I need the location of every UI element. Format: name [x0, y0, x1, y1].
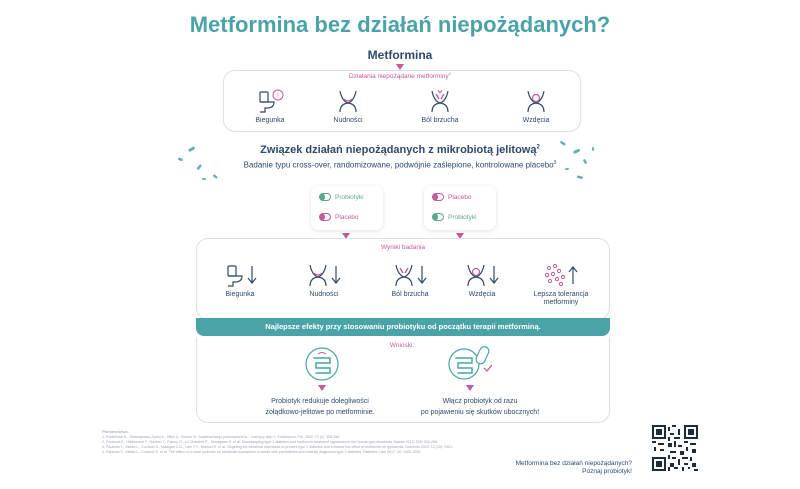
arm-left-step-2: Placebo [319, 213, 359, 221]
results-label: Wyniki badania [370, 244, 436, 251]
abdomen-pain-down-icon [390, 262, 430, 288]
side-effects-label: Działania niepożądane metforminy$^1$ [0, 71, 800, 80]
bloating-down-icon [462, 262, 502, 288]
side-effect-bloating: Wzdęcia [506, 88, 566, 124]
conclusion-right: Włącz probiotyk od razu po pojawieniu się skutków ubocznych! [420, 398, 540, 416]
result-tolerance: Lepsza tolerancja metforminy [528, 262, 594, 307]
arm-left-step-1: Probiotyki [319, 193, 364, 201]
metformin-label: Metformina [367, 48, 433, 62]
result-nausea: Nudności [294, 262, 354, 298]
side-effect-abdominal-pain: Ból brzucha [410, 88, 470, 124]
intestine-probiotic-icon [448, 342, 494, 382]
side-effect-nausea: Nudności [318, 88, 378, 124]
study-arm-left [311, 186, 383, 230]
cta-text: Metformina bez działań niepożądanych? Poznaj probiotyk! [515, 460, 632, 475]
references-list [102, 435, 512, 455]
placebo-capsule-icon [432, 193, 444, 201]
conclusions-label: Wnioski: [376, 342, 428, 349]
qr-code[interactable] [652, 425, 698, 471]
study-heading: Związek działań niepożądanych z mikrobiotą jelitową$^2$ [260, 144, 540, 156]
study-subheading: Badanie typu cross-over, randomizowane, podwójnie zaślepione, kontrolowane placebo$^3$ [243, 160, 557, 170]
reference-item: 1. Rudzińska K., Okruszyńska-Zyśko A., Hilke A., Klemm M. Suplementacja probiotykami w... cukrzycy typu 2. Endokrynol. Pol. 2022; 73 (2): 355-366. [102, 435, 341, 439]
page-title: Metformina bez działań niepożądanych? [189, 12, 611, 37]
arm-right-step-2: Probiotyki [432, 213, 477, 221]
probiotic-capsule-icon [319, 193, 331, 201]
side-effect-diarrhea: ! Biegunka [240, 88, 300, 124]
down-arrow-icon [318, 385, 326, 391]
stomach-down-icon [304, 262, 344, 288]
bloating-icon [520, 88, 552, 114]
intestine-icon [304, 346, 340, 382]
reference-item: 3. Palacios T., Vitetta L., Coulson S., Madigan C.D., Lam Y.Y., Manuel R. et al. Targeting the intestinal microbiota to prevent type 2 diabetes and enhance the effect of metformin on glycaemia. Nutrients 2020; 12 (10): 2901. [102, 445, 454, 449]
abdomen-pain-icon [424, 88, 456, 114]
reference-item: 2. Forslund K., Hildebrand F., Nielsen T., Falony G., Le Chatelier E., Sunagawa S. et al. Disentangling type 2 diabetes and metformin treatment signatures in the human gut microbiota. Nature 2015; 528: 262-266. [102, 440, 438, 444]
placebo-capsule-icon [319, 213, 331, 221]
probiotic-capsule-icon [432, 213, 444, 221]
tolerance-up-icon [541, 262, 581, 288]
toilet-icon [254, 88, 286, 114]
arm-right-step-1: Placebo [432, 193, 472, 201]
conclusion-left: Probiotyk redukuje dolegliwości żołądkowo-jelitowe po metforminie. [265, 398, 375, 416]
stomach-icon [332, 88, 364, 114]
reference-item: 4. Palacios T., Vitetta L., Coulson S. et al. The effect of a novel probiotic on metabolic biomarkers in adults with prediabetes and recently diagnosed type 2 diabetes. Diabetes Care 2017; 40: 1000-1008. [102, 450, 422, 454]
toilet-down-icon [220, 262, 260, 288]
down-arrow-icon [466, 385, 474, 391]
results-banner: Najlepsze efekty przy stosowaniu probiotyku od początku terapii metforminą. [196, 318, 610, 336]
result-bloating: Wzdęcia [452, 262, 512, 298]
result-diarrhea: Biegunka [210, 262, 270, 298]
svg-text:!: ! [277, 93, 279, 100]
study-arm-right [424, 186, 496, 230]
result-abdominal-pain: Ból brzucha [380, 262, 440, 298]
references-heading: Piśmiennictwo: [102, 429, 129, 434]
